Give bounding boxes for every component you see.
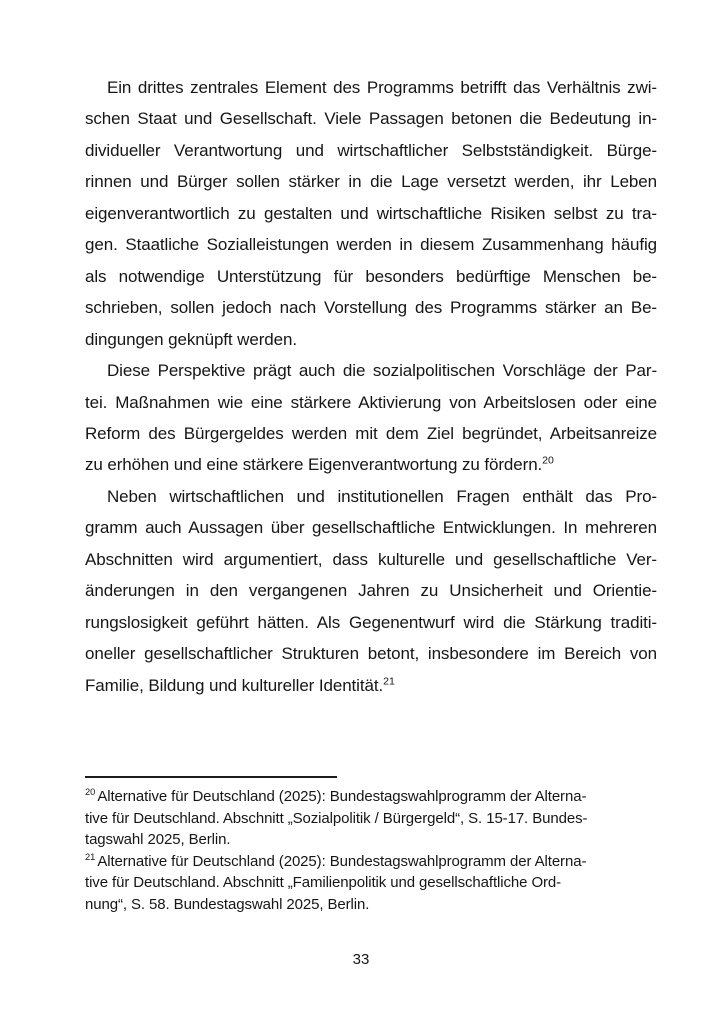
text-line: gramm auch Aussagen über gesellschaftliche Entwicklungen. In mehreren (85, 518, 657, 538)
footnote-line: tive für Deutschland. Abschnitt „Familienpolitik und gesellschaftliche Ord- (85, 874, 562, 892)
paragraph (85, 481, 657, 701)
text-line: rinnen und Bürger sollen stärker in die Lage versetzt werden, ihr Leben (85, 172, 657, 192)
text-line: tei. Maßnahmen wie eine stärkere Aktivierung von Arbeitslosen oder eine (85, 392, 657, 412)
text-line: dividueller Verantwortung und wirtschaftlicher Selbstständigkeit. Bürge- (85, 140, 657, 160)
footnote (85, 786, 658, 851)
text-line: gen. Staatliche Sozialleistungen werden in diesem Zusammenhang häufig (85, 235, 657, 255)
footnote-ref-21: 21 (383, 674, 395, 687)
text-line: rungslosigkeit geführt hätten. Als Gegenentwurf wird die Stärkung traditi- (85, 612, 657, 632)
footnote-line (85, 851, 658, 873)
text-line-fragment: zu erhöhen und eine stärkere Eigenverantwortung zu fördern. (85, 455, 543, 475)
text-line: dingungen geknüpft werden. (85, 329, 297, 349)
body-text (85, 72, 657, 701)
text-line (85, 670, 657, 701)
page-number: 33 (352, 951, 370, 968)
text-line-fragment: Familie, Bildung und kultureller Identität. (85, 675, 384, 695)
footnote-text: Alternative für Deutschland (2025): Bundestagswahlprogramm der Alterna- (97, 788, 587, 805)
footnote-marker-20: 20 (85, 787, 96, 797)
footnote-line: nung“, S. 58. Bundestagswahl 2025, Berlin. (85, 895, 370, 913)
text-line: als notwendige Unterstützung für besonders bedürftige Menschen be- (85, 266, 657, 286)
text-line: Abschnitten wird argumentiert, dass kulturelle und gesellschaftliche Ver- (85, 549, 657, 569)
text-line: Ein drittes zentrales Element des Programms betrifft das Verhältnis zwi- (107, 78, 657, 97)
footnote-line: tive für Deutschland. Abschnitt „Sozialpolitik / Bürgergeld“, S. 15-17. Bundes- (85, 809, 588, 827)
footnote-line: tagswahl 2025, Berlin. (85, 831, 231, 849)
text-line: schrieben, sollen jedoch nach Vorstellung des Programms stärker an Be- (85, 298, 657, 318)
text-line: eigenverantwortlich zu gestalten und wirtschaftliche Risiken selbst zu tra- (85, 203, 657, 223)
footnote-marker-21: 21 (85, 851, 96, 862)
footnote (85, 851, 658, 916)
footnote-line (85, 786, 658, 808)
text-line: Neben wirtschaftlichen und institutionellen Fragen enthält das Pro- (107, 486, 657, 506)
text-line: oneller gesellschaftlicher Strukturen betont, insbesondere im Bereich von (85, 644, 657, 664)
footnotes-section (85, 786, 658, 916)
paragraph (85, 355, 657, 481)
footnote-separator (85, 776, 337, 778)
text-line: Reform des Bürgergeldes werden mit dem Ziel begründet, Arbeitsanreize (85, 423, 657, 443)
text-line: Diese Perspektive prägt auch die sozialpolitischen Vorschläge der Par- (107, 361, 657, 381)
footnote-ref-20: 20 (542, 454, 554, 467)
paragraph (85, 72, 657, 355)
text-line: schen Staat und Gesellschaft. Viele Passagen betonen die Bedeutung in- (85, 109, 657, 129)
text-line (85, 449, 657, 480)
footnote-text: Alternative für Deutschland (2025): Bundestagswahlprogramm der Alterna- (97, 852, 587, 870)
text-line: änderungen in den vergangenen Jahren zu Unsicherheit und Orientie- (85, 581, 657, 601)
